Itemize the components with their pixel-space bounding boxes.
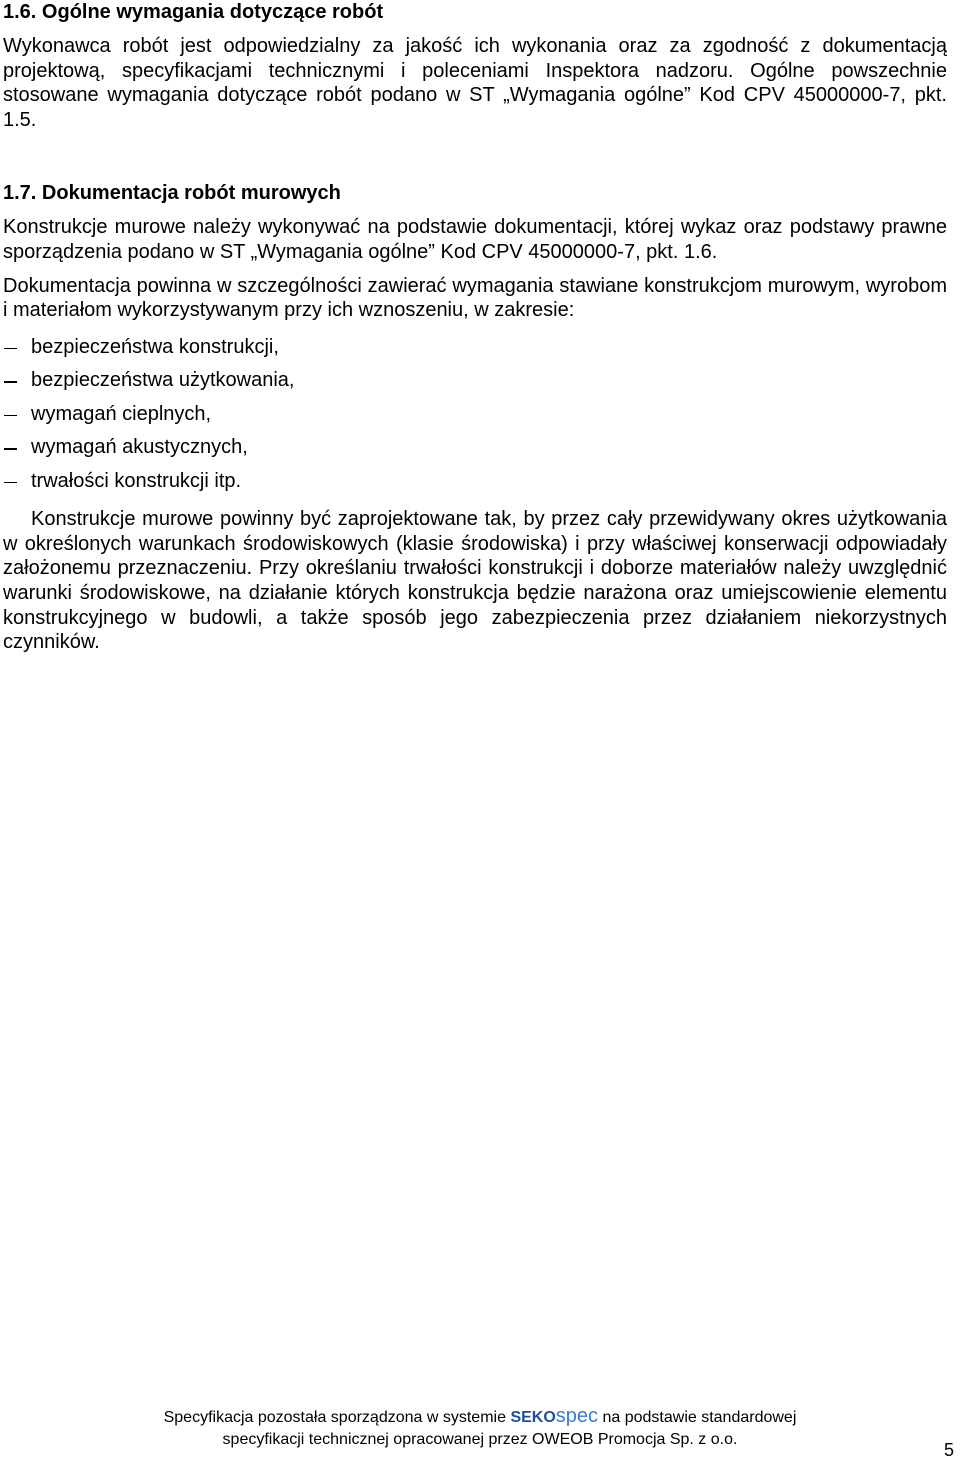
page-footer	[0, 1405, 960, 1451]
page-number: 5	[943, 1440, 954, 1460]
section-1-7-paragraph-1: Konstrukcje murowe należy wykonywać na podstawie dokumentacji, której wykaz oraz podstawy prawne sporządzenia podano w ST „Wymagania ogólne” Kod CPV 45000000-7, pkt. 1.6.	[3, 216, 947, 263]
list-item-text: bezpieczeństwa konstrukcji,	[31, 335, 279, 358]
footer-line-2: specyfikacji technicznej opracowanej przez OWEOB Promocja Sp. z o.o.	[222, 1431, 738, 1448]
list-item	[3, 331, 947, 365]
dash-bullet-icon	[4, 415, 17, 417]
list-item	[3, 431, 947, 465]
dash-bullet-icon	[4, 448, 17, 450]
footer-line-1	[0, 1405, 960, 1429]
list-item	[3, 398, 947, 432]
brand-logo-seko: SEKO	[510, 1409, 556, 1426]
section-1-7-paragraph-2: Dokumentacja powinna w szczególności zawierać wymagania stawiane konstrukcjom murowym, wyrobom i materiałom wykorzystywanym przy ich wznoszeniu, w zakresie:	[3, 274, 947, 322]
dash-bullet-icon	[4, 381, 17, 383]
section-1-7-paragraph-3: Konstrukcje murowe powinny być zaprojektowane tak, by przez cały przewidywany okres użytkowania w określonych warunkach środowiskowych (klasie środowiska) i przy właściwej konserwacji odpowiadały założonemu przeznaczeniu. Przy określaniu trwałości konstrukcji i doborze materiałów należy uwzględnić warunki środowiskowe, na działanie których konstrukcja będzie narażona oraz umiejscowienie elementu konstrukcyjnego w budowli, a także sposób jego zabezpieczenia przez działaniem niekorzystnych czynników.	[3, 508, 947, 654]
list-item-text: wymagań akustycznych,	[31, 436, 248, 459]
dash-bullet-icon	[4, 482, 17, 484]
document-content	[3, 0, 947, 655]
dash-bullet-icon	[4, 348, 17, 350]
brand-logo-spec: spec	[555, 1405, 599, 1427]
requirements-list	[3, 331, 947, 499]
section-heading-1-6: 1.6. Ogólne wymagania dotyczące robót	[3, 1, 384, 23]
list-item-text: bezpieczeństwa użytkowania,	[31, 369, 295, 392]
list-item-text: wymagań cieplnych,	[31, 402, 212, 425]
footer-text-after: na podstawie standardowej	[598, 1409, 797, 1426]
footer-text-before: Specyfikacja pozostała sporządzona w systemie	[163, 1409, 511, 1426]
section-heading-1-7: 1.7. Dokumentacja robót murowych	[3, 182, 341, 205]
list-item	[3, 364, 947, 398]
list-item	[3, 465, 947, 499]
section-1-6-paragraph: Wykonawca robót jest odpowiedzialny za jakość ich wykonania oraz za zgodność z dokumentacją projektową, specyfikacjami technicznymi i poleceniami Inspektora nadzoru. Ogólne powszechnie stosowane wymagania dotyczące robót podano w ST „Wymagania ogólne” Kod CPV 45000000-7, pkt. 1.5.	[3, 35, 947, 131]
list-item-text: trwałości konstrukcji itp.	[31, 469, 242, 492]
